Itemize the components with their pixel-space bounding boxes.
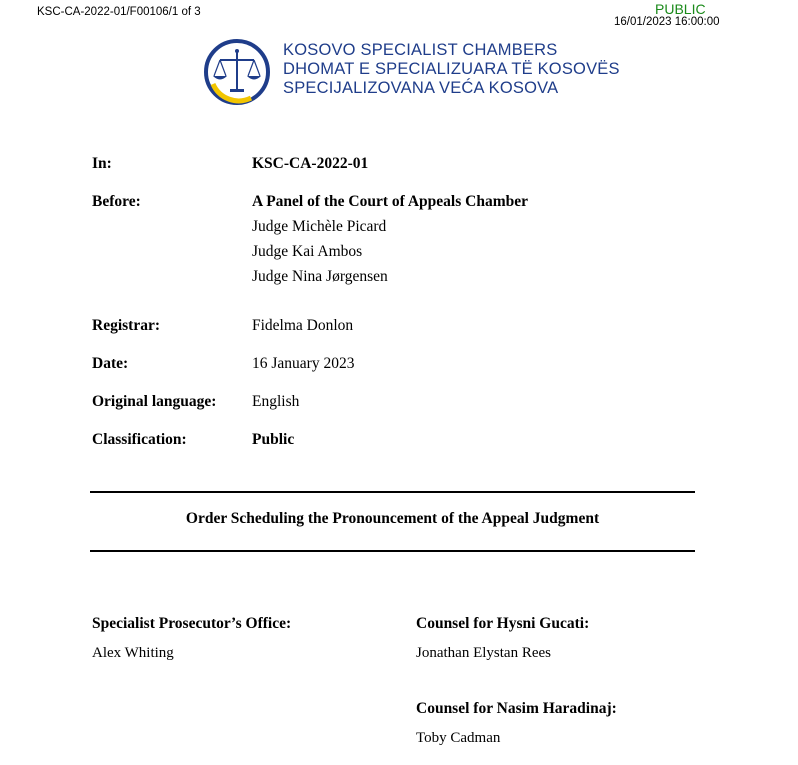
judge-ambos: Judge Kai Ambos bbox=[252, 243, 363, 260]
language-value: English bbox=[252, 393, 300, 410]
judge-jorgensen: Judge Nina Jørgensen bbox=[252, 268, 388, 285]
judge-picard: Judge Michèle Picard bbox=[252, 218, 387, 235]
title-bottom-rule bbox=[90, 550, 695, 552]
date-label: Date: bbox=[92, 355, 129, 372]
org-name-albanian: DHOMAT E SPECIALIZUARA TË KOSOVËS bbox=[283, 60, 620, 78]
panel-name: A Panel of the Court of Appeals Chamber bbox=[252, 193, 528, 210]
org-name-english: KOSOVO SPECIALIST CHAMBERS bbox=[283, 41, 558, 59]
document-reference: KSC-CA-2022-01/F00106/1 of 3 bbox=[37, 6, 201, 18]
language-label: Original language: bbox=[92, 393, 217, 410]
counsel-gucati-heading: Counsel for Hysni Gucati: bbox=[416, 615, 590, 632]
spo-name: Alex Whiting bbox=[92, 645, 174, 661]
counsel-gucati-name: Jonathan Elystan Rees bbox=[416, 645, 551, 661]
title-top-rule bbox=[90, 491, 695, 493]
org-name-serbian: SPECIJALIZOVANA VEĆA KOSOVA bbox=[283, 79, 559, 97]
document-title: Order Scheduling the Pronouncement of the Appeal Judgment bbox=[185, 510, 600, 527]
filing-timestamp: 16/01/2023 16:00:00 bbox=[614, 16, 720, 28]
public-stamp: PUBLIC bbox=[655, 1, 706, 17]
registrar-label: Registrar: bbox=[92, 317, 160, 334]
registrar-value: Fidelma Donlon bbox=[252, 317, 354, 334]
case-label: In: bbox=[92, 155, 112, 172]
counsel-haradinaj-name: Toby Cadman bbox=[416, 730, 501, 746]
before-label: Before: bbox=[92, 193, 141, 210]
counsel-haradinaj-heading: Counsel for Nasim Haradinaj: bbox=[416, 700, 617, 717]
classification-label: Classification: bbox=[92, 431, 187, 448]
org-names bbox=[283, 41, 620, 98]
spo-heading: Specialist Prosecutor’s Office: bbox=[92, 615, 292, 632]
classification-value: Public bbox=[252, 431, 295, 448]
case-number: KSC-CA-2022-01 bbox=[252, 155, 369, 172]
date-value: 16 January 2023 bbox=[252, 355, 355, 372]
scales-of-justice-logo bbox=[203, 38, 271, 106]
